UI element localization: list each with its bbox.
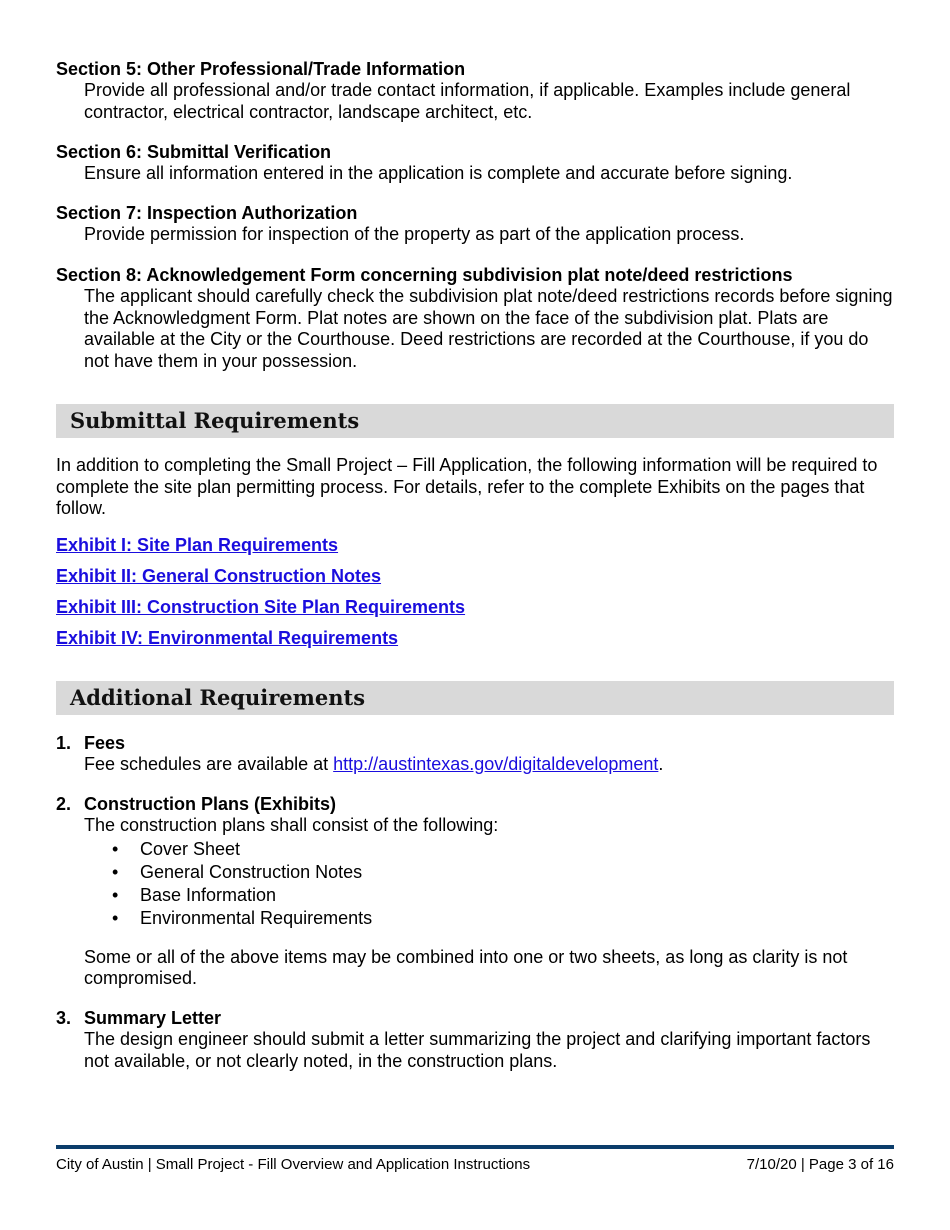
item-title: Summary Letter <box>84 1008 222 1028</box>
list-item <box>112 838 894 861</box>
section-8-body: The applicant should carefully check the subdivision plat note/deed restrictions records before signing the Acknowledgment Form. Plat notes are shown on the face of the subdivision plat. Plats are available at the City or the Courthouse. Deed restrictions are recorded at the Courthouse, if you do not have them in your possession. <box>84 286 893 371</box>
list-item-text: Environmental Requirements <box>140 907 373 928</box>
requirement-item-fees <box>56 732 894 776</box>
submittal-requirements-title: Submittal Requirements <box>70 408 360 433</box>
bullet-icon: • <box>112 907 119 928</box>
section-6-title: Section 6: Submittal Verification <box>56 142 332 162</box>
footer-page-info: 7/10/20 | Page 3 of 16 <box>746 1156 894 1173</box>
exhibit-3-link[interactable]: Exhibit III: Construction Site Plan Requirements <box>56 597 466 617</box>
bullet-icon: • <box>112 884 119 905</box>
item-number: 3. <box>56 1008 72 1028</box>
footer-document-title: City of Austin | Small Project - Fill Overview and Application Instructions <box>56 1156 531 1173</box>
section-7-title: Section 7: Inspection Authorization <box>56 203 358 223</box>
fees-text: Fee schedules are available at <box>84 754 334 774</box>
item-title: Construction Plans (Exhibits) <box>84 794 337 814</box>
bullet-icon: • <box>112 861 119 882</box>
exhibit-1-link[interactable]: Exhibit I: Site Plan Requirements <box>56 535 339 555</box>
item-body: The construction plans shall consist of the following: <box>84 815 499 835</box>
item-body <box>56 754 894 776</box>
section-7-body: Provide permission for inspection of the property as part of the application process. <box>84 224 745 244</box>
footer-rule <box>56 1145 894 1149</box>
fees-text-end: . <box>658 754 664 774</box>
section-8-title: Section 8: Acknowledgement Form concerning subdivision plat note/deed restrictions <box>56 265 793 285</box>
exhibit-4-link[interactable]: Exhibit IV: Environmental Requirements <box>56 628 399 648</box>
requirement-item-summary-letter <box>56 1007 894 1072</box>
submittal-intro: In addition to completing the Small Project – Fill Application, the following information will be required to complete the site plan permitting process. For details, refer to the complete Exhibits on the pages that follow. <box>56 455 878 518</box>
submittal-requirements-header <box>56 404 894 438</box>
item-body: The design engineer should submit a letter summarizing the project and clarifying important factors not available, or not clearly noted, in the construction plans. <box>84 1029 871 1071</box>
list-item <box>112 907 894 930</box>
section-5 <box>56 58 894 123</box>
construction-plans-list <box>56 838 894 930</box>
requirement-item-construction-plans <box>56 793 894 990</box>
item-number: 1. <box>56 733 72 753</box>
item-number: 2. <box>56 794 72 814</box>
section-7 <box>56 202 894 246</box>
construction-plans-note: Some or all of the above items may be combined into one or two sheets, as long as clarity is not compromised. <box>84 946 848 988</box>
section-8 <box>56 264 894 372</box>
section-6 <box>56 141 894 185</box>
list-item <box>112 861 894 884</box>
list-item <box>112 884 894 907</box>
section-5-title: Section 5: Other Professional/Trade Information <box>56 59 466 79</box>
section-6-body: Ensure all information entered in the application is complete and accurate before signing. <box>84 163 793 183</box>
bullet-icon: • <box>112 838 119 859</box>
section-5-body: Provide all professional and/or trade contact information, if applicable. Examples include general contractor, electrical contractor, landscape architect, etc. <box>84 80 851 122</box>
document-page <box>56 0 894 1230</box>
list-item-text: General Construction Notes <box>140 861 363 882</box>
list-item-text: Base Information <box>140 884 277 905</box>
exhibit-2-link[interactable]: Exhibit II: General Construction Notes <box>56 566 382 586</box>
list-item-text: Cover Sheet <box>140 838 241 859</box>
additional-requirements-header <box>56 681 894 715</box>
digital-development-link[interactable]: http://austintexas.gov/digitaldevelopment <box>333 754 659 774</box>
item-title: Fees <box>84 733 126 753</box>
additional-requirements-title: Additional Requirements <box>70 685 366 710</box>
